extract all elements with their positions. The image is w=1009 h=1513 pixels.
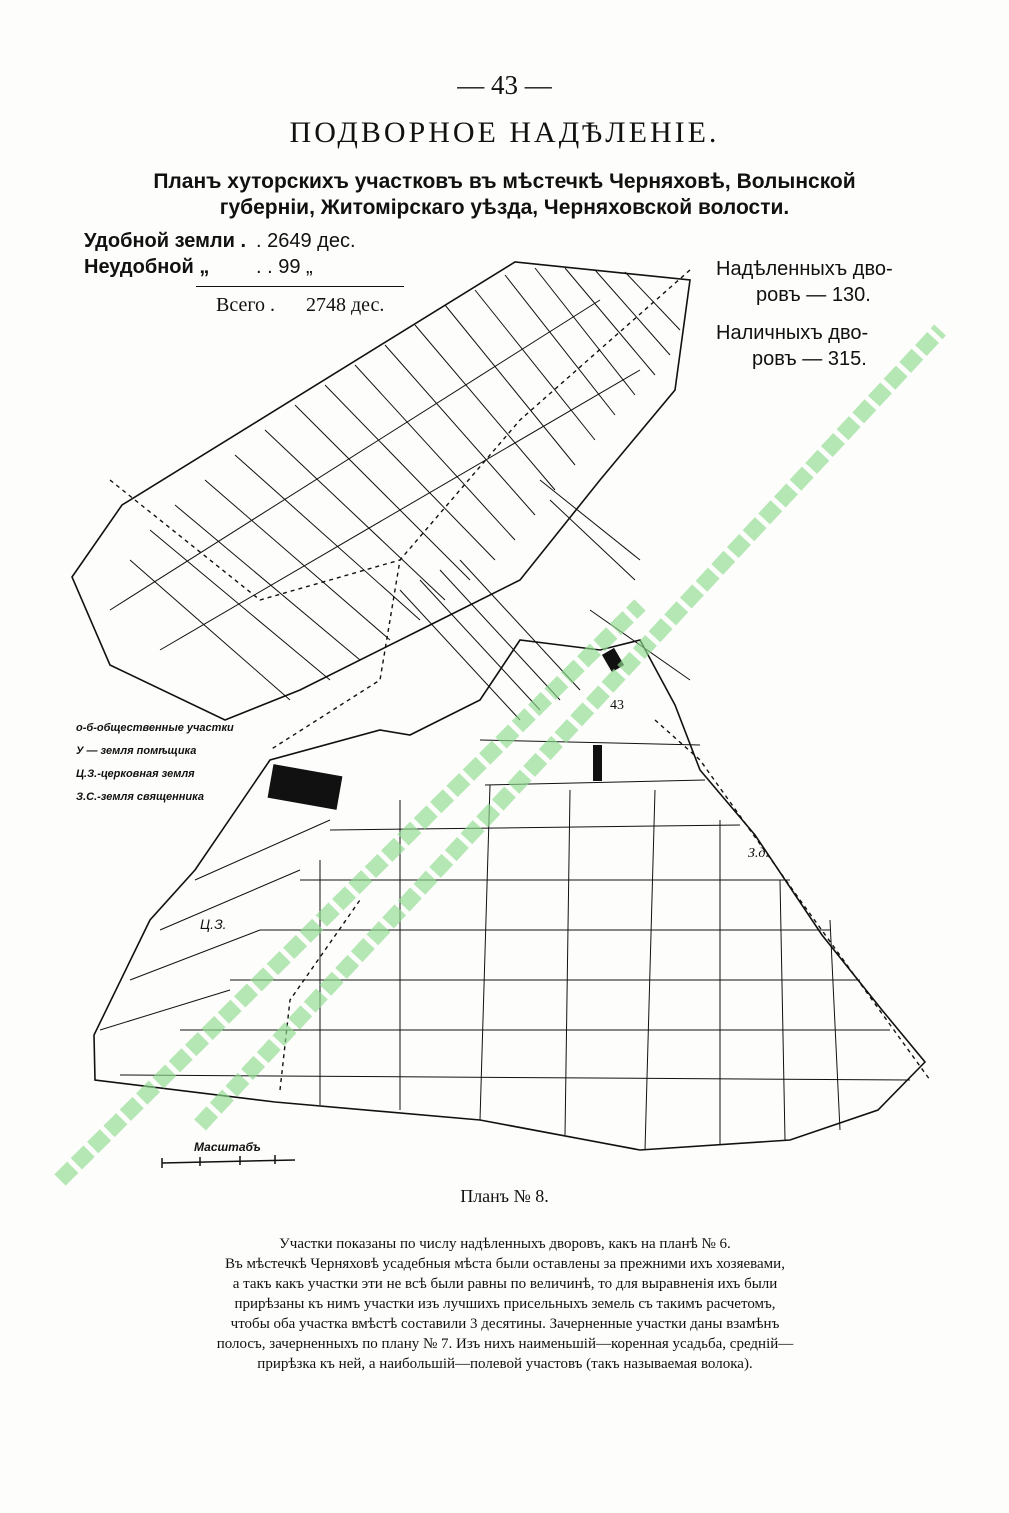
note-line-7: прирѣзка къ ней, а наибольшій—полевой участовъ (такъ называемая волока). <box>257 1356 753 1372</box>
church-land-label: Ц.З. <box>200 916 227 932</box>
arable-land-value: . 2649 дес. <box>256 230 356 252</box>
total-land-label: Всего . <box>216 294 276 316</box>
allotted-households-line-1: Надѣленныхъ дво- <box>716 258 893 280</box>
plan-subtitle-line-1: Планъ хуторскихъ участковъ въ мѣстечкѣ Черняховѣ, Волынской <box>153 170 856 193</box>
legend-item-landowner: У — земля помѣщика <box>76 745 197 757</box>
total-land-value: 2748 дес. <box>306 294 385 316</box>
note-line-1: Участки показаны по числу надѣленныхъ дворовъ, какъ на планѣ № 6. <box>279 1236 731 1252</box>
note-line-4: прирѣзаны къ нимъ участки изъ лучшихъ присельныхъ земель съ такимъ расчетомъ, <box>234 1296 776 1312</box>
legend-item-common: о-б-общественные участки <box>76 722 234 734</box>
zd-label: З.д. <box>748 846 770 861</box>
plot-43-label: 43 <box>610 698 624 713</box>
plan-caption: Планъ № 8. <box>460 1186 549 1206</box>
allotted-households-line-2: ровъ — 130. <box>756 284 871 306</box>
present-households-line-2: ровъ — 315. <box>752 348 867 370</box>
note-line-6: полосъ, зачерненныхъ по плану № 7. Изъ нихъ наименьшій—коренная усадьба, средній— <box>216 1336 794 1352</box>
unusable-land-value: . . 99 „ <box>256 256 313 278</box>
unusable-land-label: Неудобной „ <box>84 256 210 278</box>
page-title: ПОДВОРНОЕ НАДѢЛЕНІЕ. <box>289 116 720 149</box>
page-number: — 43 — <box>457 70 552 100</box>
note-line-3: а такъ какъ участки эти не всѣ были равны по величинѣ, то для выравненія ихъ были <box>232 1276 778 1292</box>
scale-label: Масштабъ <box>194 1140 261 1154</box>
legend-item-priest: З.С.-земля священника <box>76 791 204 803</box>
plan-subtitle-line-2: губерніи, Житомірскаго уѣзда, Черняховской волости. <box>219 196 790 219</box>
note-line-5: чтобы оба участка вмѣстѣ составили 3 десятины. Зачерненные участки даны взамѣнъ <box>230 1316 780 1332</box>
arable-land-label: Удобной земли . <box>84 230 247 252</box>
legend-item-church: Ц.З.-церковная земля <box>76 768 195 780</box>
note-line-2: Въ мѣстечкѣ Черняховѣ усадебныя мѣста были оставлены за прежними ихъ хозяевами, <box>225 1256 785 1272</box>
present-households-line-1: Наличныхъ дво- <box>716 322 869 344</box>
